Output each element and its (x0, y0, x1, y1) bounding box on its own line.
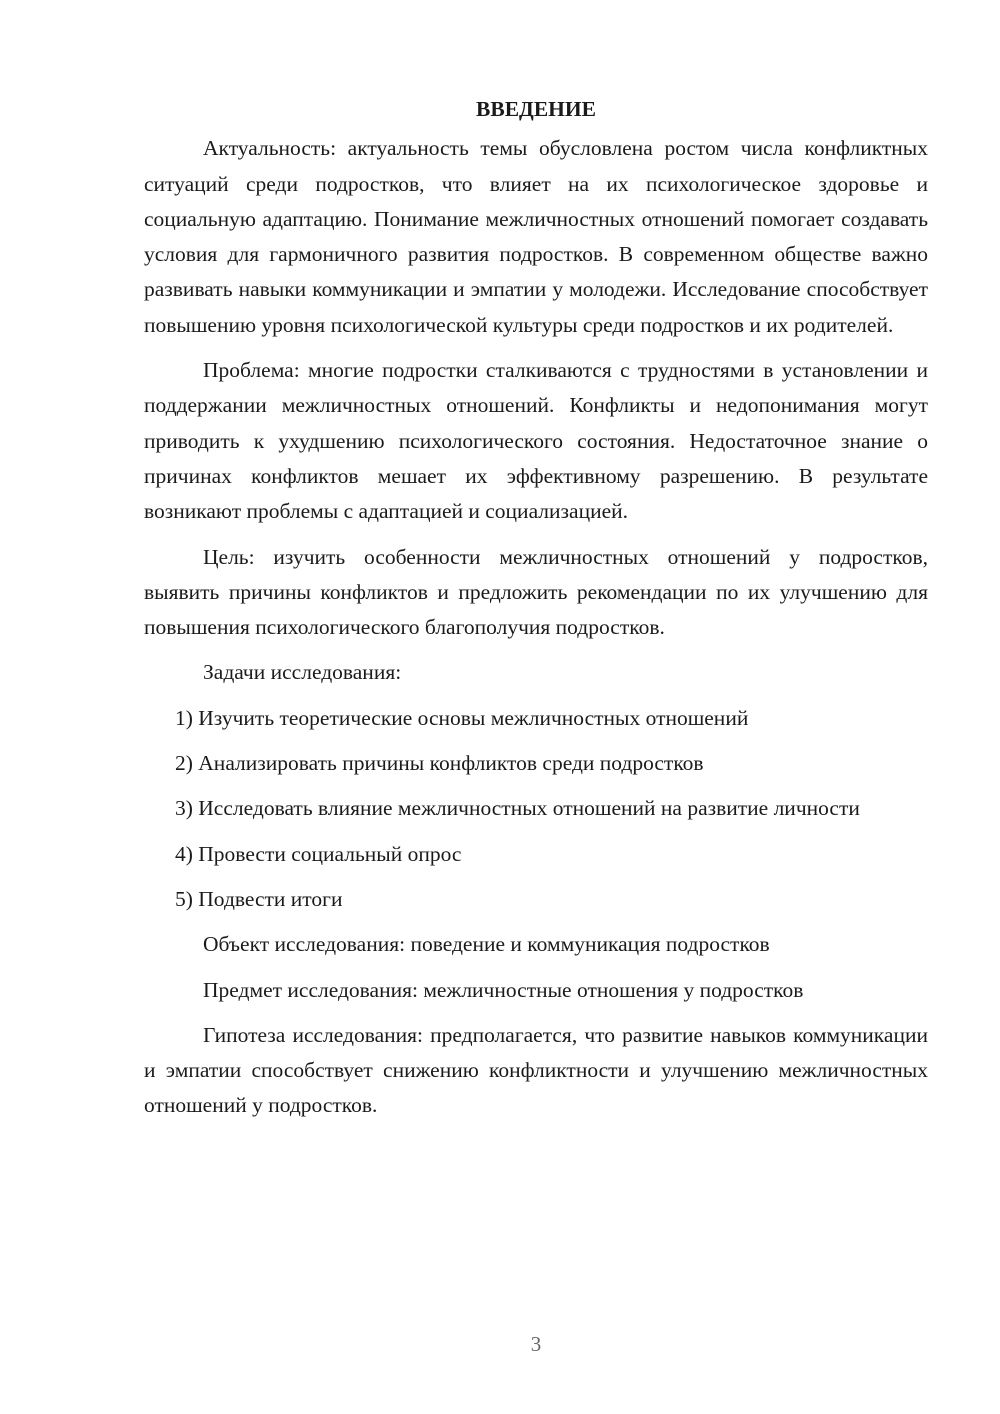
research-subject: Предмет исследования: межличностные отношения у подростков (203, 977, 804, 1002)
tasks-list (144, 701, 928, 917)
research-object: Объект исследования: поведение и коммуникация подростков (203, 932, 770, 957)
page-number: 3 (530, 1332, 542, 1356)
page-title: ВВЕДЕНИЕ (476, 97, 596, 121)
tasks-heading: Задачи исследования: (203, 660, 402, 685)
list-item: 4) Провести социальный опрос (175, 841, 462, 866)
document-page (144, 92, 928, 1134)
relevance-paragraph: Актуальность: актуальность темы обусловлена ростом числа конфликтных ситуаций среди подростков, что влияет на их психологическое здоровье и социальную адаптацию. Понимание межличностных отношений помогает создавать условия для гармоничного развития подростков. В современном обществе важно развивать навыки коммуникации и эмпатии у молодежи. Исследование способствует повышению уровня психологической культуры среди подростков и их родителей. (144, 136, 928, 337)
list-item: 1) Изучить теоретические основы межличностных отношений (175, 705, 749, 730)
goal-paragraph: Цель: изучить особенности межличностных отношений у подростков, выявить причины конфликтов и предложить рекомендации по их улучшению для повышения психологического благополучия подростков. (144, 544, 928, 640)
list-item: 5) Подвести итоги (175, 886, 343, 911)
problem-paragraph: Проблема: многие подростки сталкиваются с трудностями в установлении и поддержании межличностных отношений. Конфликты и недопонимания могут приводить к ухудшению психологического состояния. Недостаточное знание о причинах конфликтов мешает их эффективному разрешению. В результате возникают проблемы с адаптацией и социализацией. (144, 358, 928, 524)
hypothesis-paragraph: Гипотеза исследования: предполагается, что развитие навыков коммуникации и эмпатии способствует снижению конфликтности и улучшению межличностных отношений у подростков. (144, 1022, 928, 1118)
list-item: 2) Анализировать причины конфликтов среди подростков (175, 751, 704, 776)
list-item: 3) Исследовать влияние межличностных отношений на развитие личности (175, 796, 860, 821)
